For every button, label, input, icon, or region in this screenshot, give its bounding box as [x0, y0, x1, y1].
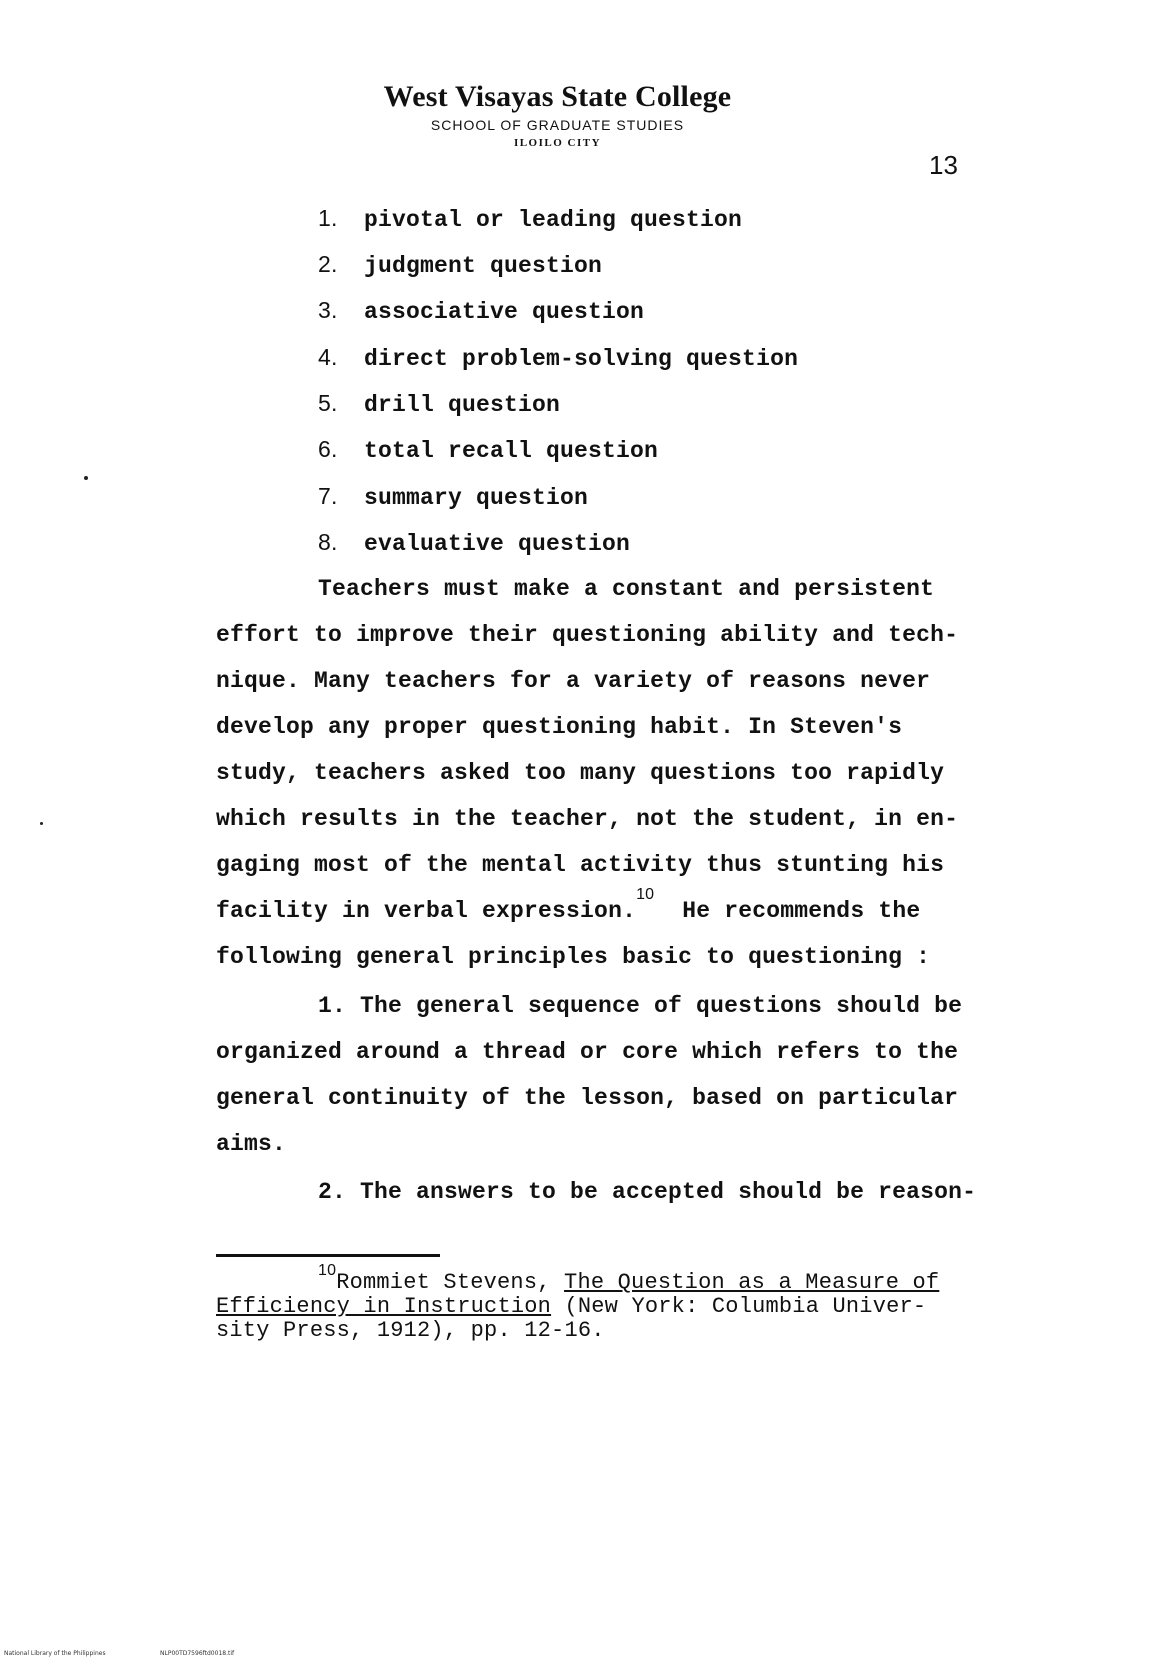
- scan-speck: [84, 476, 88, 480]
- paragraph-line: develop any proper questioning habit. In Steven's: [216, 714, 903, 740]
- list-item: 8. evaluative question: [318, 529, 631, 557]
- list-item: 7. summary question: [318, 483, 589, 511]
- footnote-line: sity Press, 1912), pp. 12-16.: [216, 1318, 605, 1343]
- paragraph-line: gaging most of the mental activity thus stunting his: [216, 852, 945, 878]
- paragraph-line: nique. Many teachers for a variety of reasons never: [216, 668, 931, 694]
- list-item: 5. drill question: [318, 390, 561, 418]
- paragraph-line: organized around a thread or core which refers to the: [216, 1039, 959, 1065]
- archive-file-label: NLP00TD7596ftd0018.tif: [160, 1650, 235, 1657]
- city-name: ILOILO CITY: [513, 137, 602, 149]
- footnote-reference: 10: [636, 886, 655, 903]
- paragraph-line: aims.: [216, 1131, 287, 1157]
- paragraph-line: effort to improve their questioning ability and tech-: [216, 622, 959, 648]
- scan-speck: [40, 822, 43, 825]
- page-number: 13: [929, 150, 958, 180]
- footnote-line: $^{10}$Rommiet Stevens, The Question as a Measure of: [318, 1262, 940, 1295]
- paragraph-line: general continuity of the lesson, based on particular: [216, 1085, 959, 1111]
- list-item: 3. associative question: [318, 297, 645, 325]
- list-item: 4. direct problem-solving question: [318, 344, 799, 372]
- paragraph-line: which results in the teacher, not the student, in en-: [216, 806, 959, 832]
- paragraph-line: 1. The general sequence of questions should be: [318, 993, 963, 1019]
- college-name: West Visayas State College: [383, 80, 732, 113]
- paragraph-line: facility in verbal expression.$^{10}$ He recommends the: [216, 886, 921, 924]
- school-name: SCHOOL OF GRADUATE STUDIES: [430, 117, 685, 133]
- paragraph-line: 2. The answers to be accepted should be reason-: [318, 1179, 977, 1205]
- footnote-number: 10: [318, 1262, 337, 1279]
- list-item: 1. pivotal or leading question: [318, 205, 743, 233]
- list-item: 6. total recall question: [318, 436, 659, 464]
- list-item: 2. judgment question: [318, 251, 603, 279]
- paragraph-line: following general principles basic to questioning :: [216, 944, 931, 970]
- paragraph-line: study, teachers asked too many questions too rapidly: [216, 760, 945, 786]
- footnote-line: Efficiency in Instruction (New York: Columbia Univer-: [216, 1294, 927, 1319]
- paragraph-line: Teachers must make a constant and persistent: [318, 576, 935, 602]
- archive-library-label: National Library of the Philippines: [4, 1650, 106, 1657]
- footnote-divider: [216, 1254, 440, 1257]
